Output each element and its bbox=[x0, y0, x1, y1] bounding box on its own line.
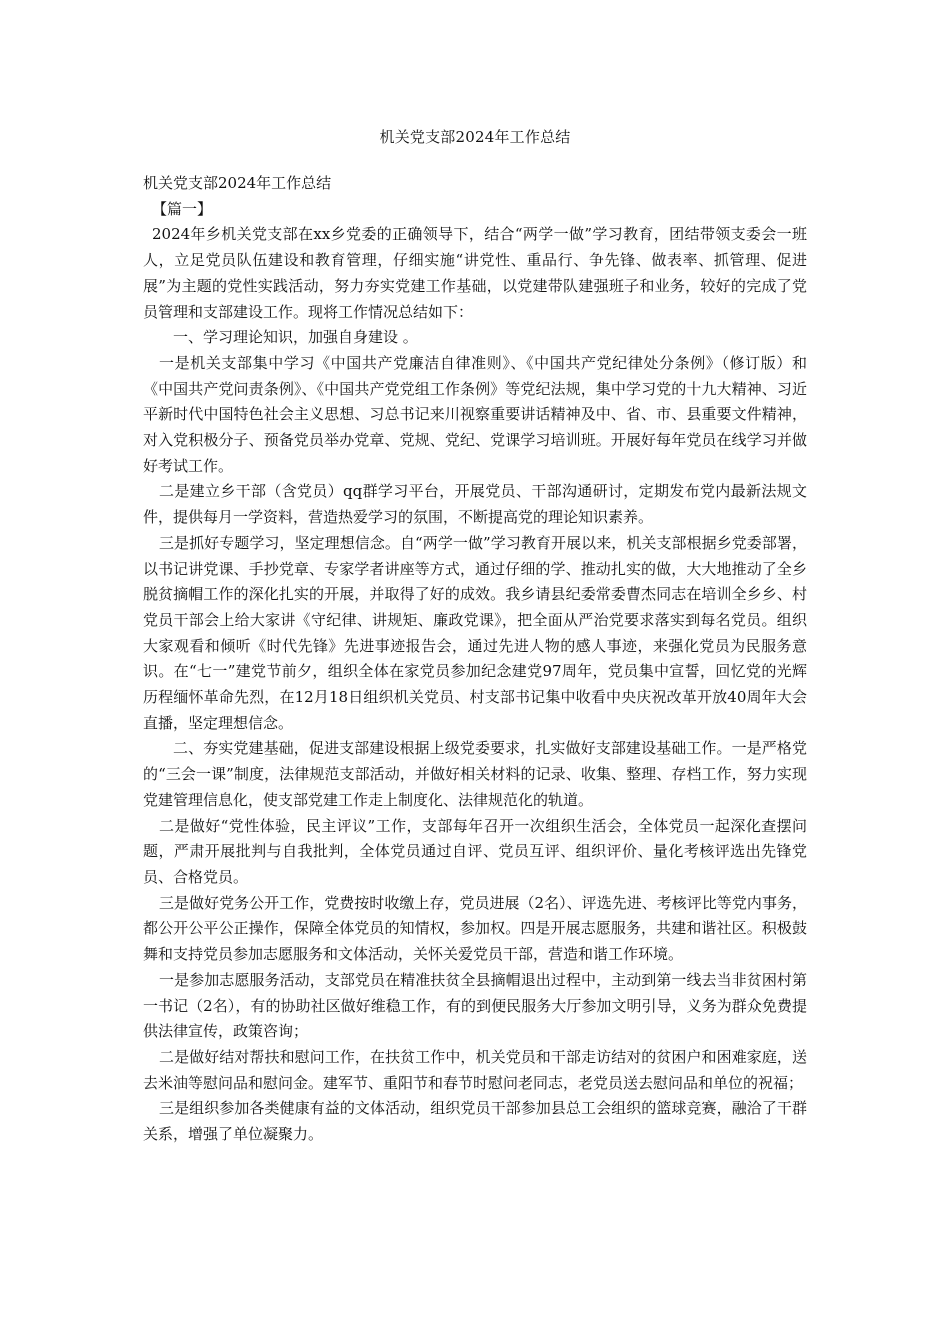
paragraph-build-3: 三是做好党务公开工作，党费按时收缴上存，党员进展（2名）、评选先进、考核评比等党内事务，都公开公平公正操作，保障全体党员的知情权，参加权。四是开展志愿服务，共建和谐社区。积极鼓舞和支持党员参加志愿服务和文体活动，关怀关爱党员干部，营造和谐工作环境。 bbox=[143, 893, 807, 964]
heading-section-2: 二、夯实党建基础，促进支部建设根据上级党委要求，扎实做好支部建设基础工作。一是严格党的“三会一课”制度，法律规范支部活动，并做好相关材料的记录、收集、整理、存档工作，努力实现党建管理信息化，使支部党建工作走上制度化、法律规范化的轨道。 bbox=[143, 739, 807, 809]
document-body bbox=[143, 171, 807, 1148]
heading-section-1: 一、学习理论知识，加强自身建设 。 bbox=[173, 328, 418, 347]
paragraph-volunteer-1: 一是参加志愿服务活动，支部党员在精准扶贫全县摘帽退出过程中，主动到第一线去当非贫困村第一书记（2名），有的协助社区做好维稳工作，有的到便民服务大厅参加文明引导，义务为群众免费提供法律宣传，政策咨询； bbox=[143, 970, 807, 1041]
document-subtitle: 机关党支部2024年工作总结 bbox=[143, 174, 332, 192]
paragraph-study-2: 二是建立乡干部（含党员）qq群学习平台，开展党员、干部沟通研讨，定期发布党内最新法规文件，提供每月一学资料，营造热爱学习的氛围，不断提高党的理论知识素养。 bbox=[143, 482, 807, 527]
paragraph-volunteer-2: 二是做好结对帮扶和慰问工作，在扶贫工作中，机关党员和干部走访结对的贫困户和困难家庭，送去米油等慰问品和慰问金。建军节、重阳节和春节时慰问老同志，老党员送去慰问品和单位的祝福； bbox=[143, 1047, 807, 1092]
paragraph-volunteer-3: 三是组织参加各类健康有益的文体活动，组织党员干部参加县总工会组织的篮球竞赛，融洽了干群关系，增强了单位凝聚力。 bbox=[143, 1099, 807, 1144]
paragraph-study-1: 一是机关支部集中学习《中国共产党廉洁自律准则》、《中国共产党纪律处分条例》（修订版）和《中国共产党问责条例》、《中国共产党党组工作条例》等党纪法规，集中学习党的十九大精神、习近平新时代中国特色社会主义思想、习总书记来川视察重要讲话精神及中、省、市、县重要文件精神，对入党积极分子、预备党员举办党章、党规、党纪、党课学习培训班。开展好每年党员在线学习并做好考试工作。 bbox=[143, 353, 807, 475]
section-marker: 【篇一】 bbox=[152, 199, 213, 218]
document-title: 机关党支部2024年工作总结 bbox=[379, 128, 571, 146]
paragraph-intro: 2024年乡机关党支部在xx乡党委的正确领导下，结合“两学一做”学习教育，团结带领支委会一班人，立足党员队伍建设和教育管理，仔细实施“讲党性、重品行、争先锋、做表率、抓管理、促进展”为主题的党性实践活动，努力夯实党建工作基础，以党建带队建强班子和业务，较好的完成了党员管理和支部建设工作。现将工作情况总结如下： bbox=[143, 225, 807, 321]
paragraph-build-2: 二是做好“党性体验，民主评议”工作，支部每年召开一次组织生活会，全体党员一起深化查摆问题，严肃开展批判与自我批判，全体党员通过自评、党员互评、组织评价、量化考核评选出先锋党员、合格党员。 bbox=[143, 816, 807, 886]
paragraph-study-3: 三是抓好专题学习，坚定理想信念。自“两学一做”学习教育开展以来，机关支部根据乡党委部署，以书记讲党课、手抄党章、专家学者讲座等方式，通过仔细的学、推动扎实的做，大大地推动了全乡脱贫摘帽工作的深化扎实的开展，并取得了好的成效。我乡请县纪委常委曹杰同志在培训全乡乡、村党员干部会上给大家讲《守纪律、讲规矩、廉政党课》，把全面从严治党要求落实到每名党员。组织大家观看和倾听《时代先锋》先进事迹报告会，通过先进人物的感人事迹，来强化党员为民服务意识。在“七一”建党节前夕，组织全体在家党员参加纪念建党97周年，党员集中宣誓，回忆党的光辉历程缅怀革命先烈，在12月18日组织机关党员、村支部书记集中收看中央庆祝改革开放40周年大会直播，坚定理想信念。 bbox=[143, 533, 807, 732]
